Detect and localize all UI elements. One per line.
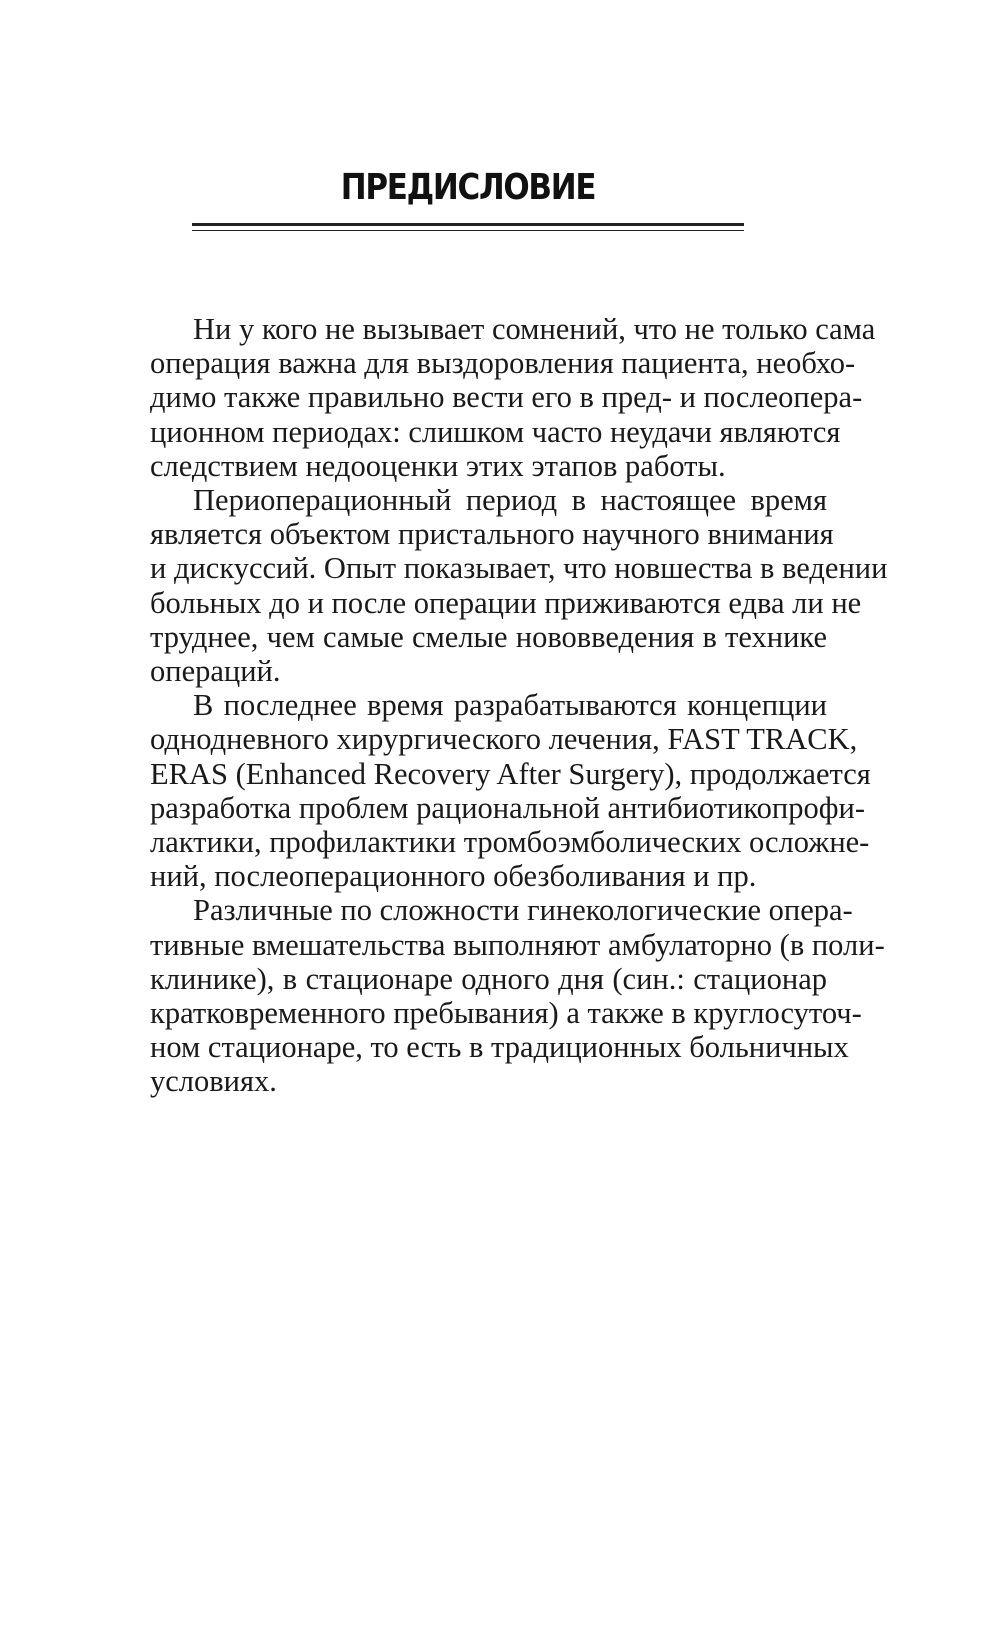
text-line: ционном периодах: слишком часто неудачи являются: [150, 414, 841, 449]
title-underline-thin: [192, 230, 744, 231]
text-line: труднее, чем самые смелые нововведения в технике: [150, 619, 827, 654]
text-line: и дискуссий. Опыт показывает, что новшества в ведении: [150, 551, 888, 586]
text-line: ERAS (Enhanced Recovery After Surgery), продолжается: [150, 756, 871, 791]
text-line: димо также правильно вести его в пред- и послеопера-: [150, 380, 863, 415]
paragraph: [107, 893, 885, 1099]
paragraph: [107, 312, 876, 483]
paragraph: [107, 688, 871, 894]
paragraph: [107, 483, 888, 689]
text-line: кратковременного пребывания) а также в круглосуточ-: [150, 996, 862, 1031]
text-line: следствием недооценки этих этапов работы.: [150, 448, 726, 483]
text-line: операций.: [150, 654, 281, 689]
title-underline-thick: [192, 223, 744, 226]
text-line: Ни у кого не вызывает сомнений, что не только сама: [193, 312, 876, 346]
text-line: условиях.: [150, 1064, 277, 1099]
text-line: В последнее время разрабатываются концепции: [193, 688, 827, 723]
text-line: операция важна для выздоровления пациента, необхо-: [150, 346, 856, 381]
page-title: ПРЕДИСЛОВИЕ: [340, 167, 596, 208]
text-line: лактики, профилактики тромбоэмболических осложне-: [150, 825, 870, 860]
text-line: Периоперационный период в настоящее время: [193, 483, 827, 518]
text-line: однодневного хирургического лечения, FAST TRACK,: [150, 722, 858, 757]
text-line: больных до и после операции приживаются едва ли не: [150, 585, 862, 620]
text-line: Различные по сложности гинекологические опера-: [193, 893, 853, 928]
text-line: тивные вмешательства выполняют амбулаторно (в поли-: [150, 927, 885, 962]
body-text: [107, 312, 888, 1099]
text-line: ний, послеоперационного обезболивания и пр.: [150, 859, 757, 894]
text-line: является объектом пристального научного внимания: [150, 517, 834, 552]
text-line: клинике), в стационаре одного дня (син.: стационар: [150, 961, 827, 996]
text-line: разработка проблем рациональной антибиотикопрофи-: [150, 790, 865, 825]
text-line: ном стационаре, то есть в традиционных больничных: [150, 1030, 849, 1065]
